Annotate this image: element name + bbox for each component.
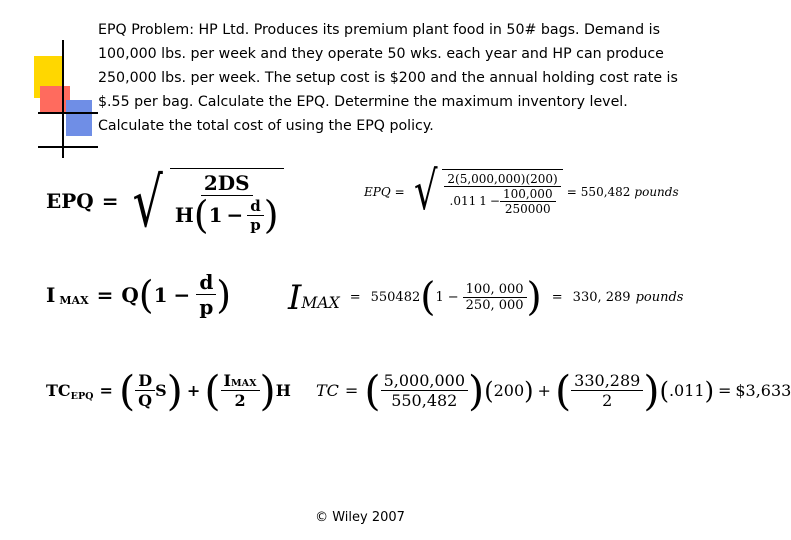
logo-horizontal-line — [38, 112, 98, 114]
epq-calculation: EPQ = √ 2(5,000,000)(200) .011 1 − $\frac{100,000}{250000}$ = 550,482 pounds — [364, 161, 679, 222]
imax-unit: pounds — [635, 290, 684, 305]
imax-calculation: I MAX = 550482 ( 1 − $\frac{100, 000}{250, 000}$ ) = 330, 289 pounds — [288, 275, 684, 320]
imax-sub: MAX — [59, 294, 89, 307]
imax-formula: I MAX = Q ( 1 − $\frac{d}{p}$ ) — [46, 270, 232, 319]
tc-calculation: TC = ( $\frac{5,000,000}{550,482}$ ) ( 200 ) + ( $\frac{330,289}{2}$ ) ( .011 ) = $3,633 — [316, 366, 791, 415]
epq-calc-p: 250000 — [504, 201, 551, 216]
problem-label: EPQ Problem: — [98, 22, 194, 38]
epq-minus: − — [226, 203, 244, 227]
tc-imax: I — [223, 371, 232, 391]
tc-calc-s: 200 — [493, 381, 525, 401]
epq-formula: EPQ = √ 2DS H ( 1 − $\frac{d}{p}$ ) — [46, 168, 284, 234]
tc-sub: EPQ — [70, 391, 94, 403]
epq-calc-d: 100,000 — [500, 187, 556, 202]
epq-one: 1 — [208, 203, 223, 227]
imax-d: d — [196, 270, 216, 295]
problem-statement — [98, 18, 698, 138]
imax-calc-lhs: I — [288, 278, 302, 317]
imax-q: Q — [121, 282, 139, 307]
imax-one: 1 — [153, 282, 168, 307]
logo-horizontal-line-2 — [38, 146, 98, 148]
tc-imax-sub: MAX — [231, 378, 257, 390]
imax-calc-one: 1 — [435, 290, 444, 305]
epq-numerator: 2DS — [201, 171, 253, 196]
epq-lhs: EPQ — [46, 189, 94, 213]
logo-blue-square — [66, 100, 92, 136]
tc-calc-d: 5,000,000 — [381, 371, 468, 391]
imax-calc-d: 100, 000 — [463, 282, 527, 298]
epq-d: d — [247, 197, 264, 216]
epq-calc-one: 1 — [479, 194, 487, 209]
epq-unit: pounds — [634, 184, 679, 199]
epq-p: p — [250, 215, 261, 234]
copyright-footer: © Wiley 2007 — [315, 510, 405, 525]
tc-calc-q: 550,482 — [391, 391, 458, 411]
tc-calc-lhs: TC — [316, 381, 339, 401]
tc-calc-imax: 330,289 — [571, 371, 643, 391]
logo-vertical-line — [62, 40, 64, 158]
epq-calc-lhs: EPQ — [364, 184, 391, 199]
imax-calc-p: 250, 000 — [465, 298, 524, 313]
imax-lhs: I — [46, 282, 56, 307]
imax-result: 330, 289 — [572, 290, 631, 305]
epq-calc-h: .011 — [449, 194, 477, 209]
tc-h: H — [275, 381, 291, 401]
epq-radical: √ 2DS H ( 1 − $\frac{d}{p}$ ) — [126, 168, 283, 234]
problem-text: HP Ltd. Produces its premium plant food in 50# bags. Demand is 100,000 lbs. per week and they operate 50 wks. each year and HP can produce 250,000 lbs. per week. The setup cost is $200 and the annual holding cost rate is $.55 per bag. Calculate the EPQ. Determine the maximum inventory level. Calculate the total cost of using the EPQ policy. — [98, 22, 678, 134]
epq-result: 550,482 — [580, 184, 631, 199]
epq-h: H — [174, 203, 194, 227]
tc-two: 2 — [234, 391, 246, 411]
imax-calc-sub: MAX — [301, 293, 340, 312]
imax-calc-q: 550482 — [370, 290, 421, 305]
epq-calc-numerator: 2(5,000,000)(200) — [444, 172, 560, 187]
tc-formula: TC EPQ = ( $\frac{D}{Q}$ S ) + ( $\frac{\text{IMAX}}{2}$ ) H — [46, 366, 291, 415]
tc-s: S — [155, 381, 167, 401]
tc-q: Q — [138, 391, 153, 411]
tc-result: $3,633 — [735, 381, 791, 401]
tc-lhs: TC — [46, 381, 71, 401]
tc-calc-two: 2 — [602, 391, 613, 411]
tc-calc-h: .011 — [668, 381, 705, 401]
imax-p: p — [199, 295, 214, 319]
tc-d: D — [135, 371, 155, 391]
